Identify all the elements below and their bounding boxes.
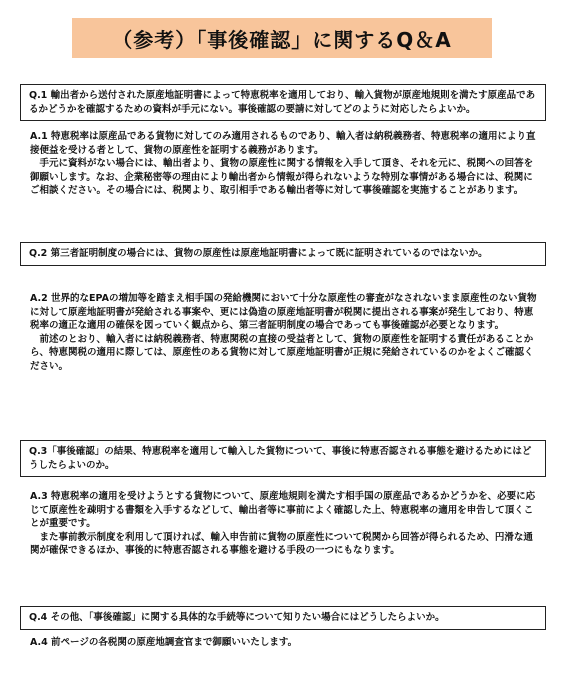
- question-3-text: Q.3「事後確認」の結果、特恵税率を適用して輸入した貨物について、事後に特恵否認される事態を避けるためにはどうしたらよいのか。: [29, 446, 532, 471]
- answer-2-paragraph-2: 前述のとおり、輸入者には納税義務者、特恵関税の直接の受益者として、貨物の原産性を証明する責任があることから、特恵関税の適用に際しては、原産性のある貨物に対して原産地証明書が正規に発給されているのかをよくご確認ください。: [30, 333, 534, 372]
- answer-2: [30, 292, 540, 373]
- title-banner: [72, 18, 492, 58]
- page-title: （参考）「事後確認」に関するQ＆A: [112, 27, 452, 52]
- answer-4: [30, 636, 540, 650]
- question-box-3: [20, 440, 546, 477]
- question-box-1: [20, 84, 546, 121]
- answer-1-paragraph-1: A.1 特恵税率は原産品である貨物に対してのみ適用されるものであり、輸入者は納税義務者、特恵税率の適用により直接便益を受ける者として、貨物の原産性を証明する義務があります。: [30, 131, 536, 156]
- answer-3-paragraph-2: また事前教示制度を利用して頂ければ、輸入申告前に貨物の原産性について税関から回答が得られるため、円滑な通関が確保できるほか、事後的に特恵否認される事態を避ける手段の一つにもなります。: [30, 531, 533, 556]
- answer-2-paragraph-1: A.2 世界的なEPAの増加等を踏まえ相手国の発給機関において十分な原産性の審査がなされないまま原産性のない貨物に対して原産地証明書が発給される事案や、更には偽造の原産地証明書が税関に提出される事案が発生しており、特恵税率の適正な適用の確保を図っていく観点から、第三者証明制度の場合であっても事後確認が必要となります。: [30, 293, 537, 331]
- question-4-text: Q.4 その他、「事後確認」に関する具体的な手続等について知りたい場合にはどうしたらよいか。: [29, 612, 445, 623]
- answer-3: [30, 490, 540, 558]
- answer-3-paragraph-1: A.3 特恵税率の適用を受けようとする貨物について、原産地規則を満たす相手国の原産品であるかどうかを、必要に応じて原産性を疎明する書類を入手するなどして、輸出者等に事前によく確認した上、特恵税率の適用を申告して頂くことが重要です。: [30, 491, 536, 529]
- question-box-4: [20, 606, 546, 630]
- answer-1-paragraph-2: 手元に資料がない場合には、輸出者より、貨物の原産性に関する情報を入手して頂き、それを元に、税関への回答を御願いします。なお、企業秘密等の理由により輸出者から情報が得られないような特別な事情がある場合には、税関にご相談ください。その場合には、税関より、取引相手である輸出者等に対して事後確認を実施することがあります。: [30, 158, 534, 196]
- answer-4-paragraph-1: A.4 前ページの各税関の原産地調査官まで御願いいたします。: [30, 637, 298, 648]
- answer-1: [30, 130, 540, 198]
- question-box-2: [20, 242, 546, 266]
- question-1-text: Q.1 輸出者から送付された原産地証明書によって特恵税率を適用しており、輸入貨物が原産地規則を満たす原産品であるかどうかを確認するための資料が手元にない。事後確認の要請に対してどのように対応したらよいか。: [29, 90, 536, 115]
- question-2-text: Q.2 第三者証明制度の場合には、貨物の原産性は原産地証明書によって既に証明されているのではないか。: [29, 248, 488, 259]
